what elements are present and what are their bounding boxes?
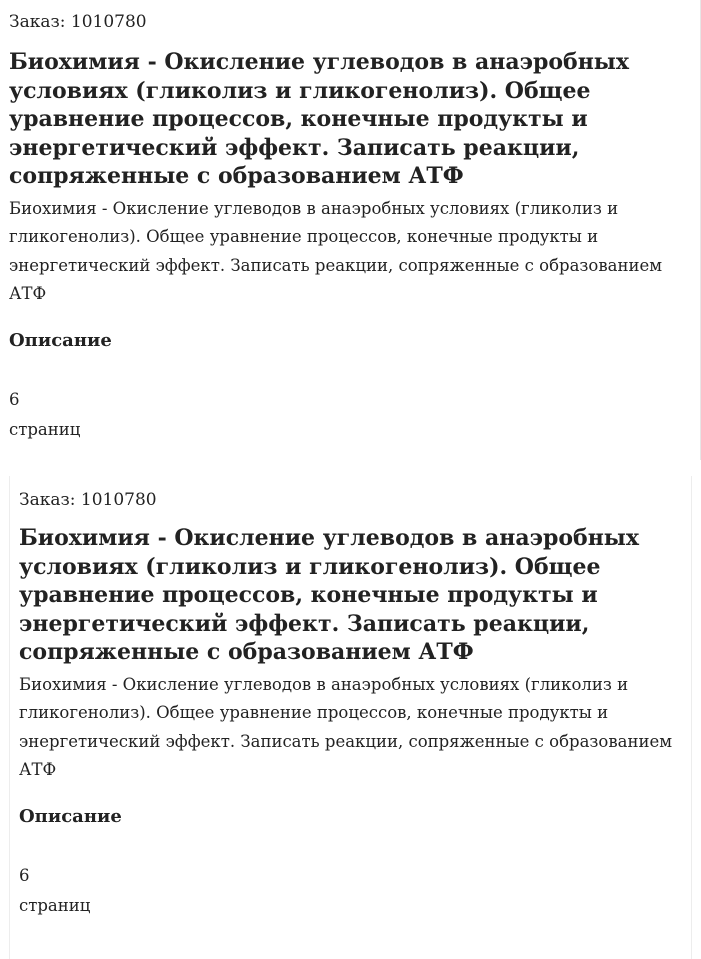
page-count	[9, 385, 700, 445]
order-card	[0, 0, 701, 460]
order-number: Заказ: 1010780	[9, 12, 147, 32]
order-title: Биохимия - Окисление углеводов в анаэробных условиях (гликолиз и гликогенолиз). Общее уравнение процессов, конечные продукты и энергетический эффект. Записать реакции, сопряженные с образованием АТФ	[19, 525, 639, 665]
order-description: Биохимия - Окисление углеводов в анаэробных условиях (гликолиз и гликогенолиз). Общее уравнение процессов, конечные продукты и энергетический эффект. Записать реакции, сопряженные с образованием АТФ	[9, 198, 663, 303]
order-title: Биохимия - Окисление углеводов в анаэробных условиях (гликолиз и гликогенолиз). Общее уравнение процессов, конечные продукты и энергетический эффект. Записать реакции, сопряженные с образованием АТФ	[9, 49, 629, 189]
page-count-value: 6	[19, 865, 30, 885]
order-card	[9, 476, 692, 959]
description-heading: Описание	[19, 805, 122, 827]
page-count	[19, 861, 691, 921]
page-count-unit: страниц	[9, 419, 81, 439]
page-count-value: 6	[9, 389, 20, 409]
page-count-unit: страниц	[19, 895, 91, 915]
order-description: Биохимия - Окисление углеводов в анаэробных условиях (гликолиз и гликогенолиз). Общее уравнение процессов, конечные продукты и энергетический эффект. Записать реакции, сопряженные с образованием АТФ	[19, 674, 673, 779]
order-number: Заказ: 1010780	[19, 490, 157, 510]
description-heading: Описание	[9, 329, 112, 351]
